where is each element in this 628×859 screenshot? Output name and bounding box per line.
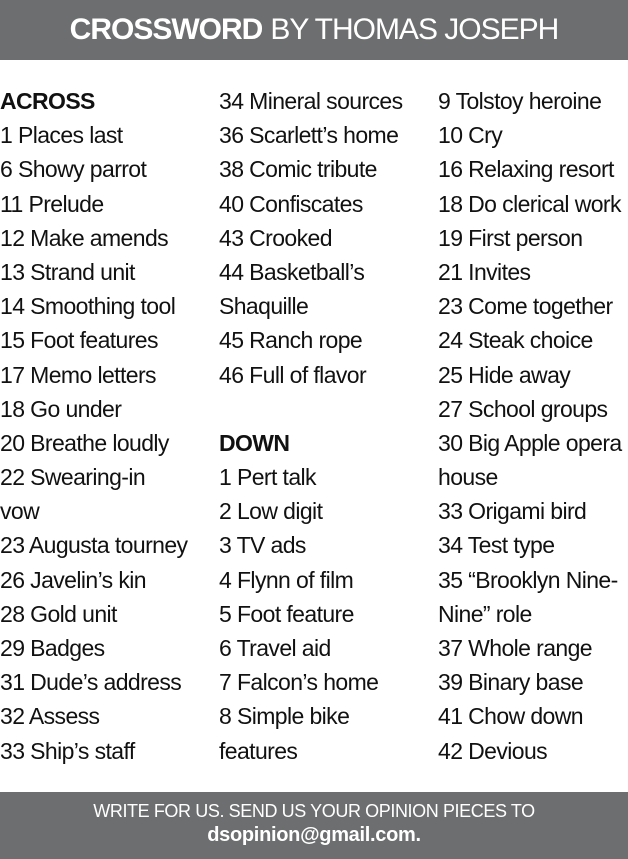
clue-line: 4 Flynn of film	[219, 566, 354, 593]
clue-line: 18 Do clerical work	[438, 190, 621, 217]
footer-invite-text: WRITE FOR US. SEND US YOUR OPINION PIECES TO	[93, 801, 535, 821]
clue-line: 5 Foot feature	[219, 600, 354, 627]
clue-line: 8 Simple bike	[219, 703, 350, 730]
header-title-bold: CROSSWORD	[69, 13, 263, 46]
across-heading: ACROSS	[0, 88, 95, 114]
clue-line: 41 Chow down	[438, 703, 583, 730]
clue-line: 3 TV ads	[219, 532, 306, 559]
clue-line: 25 Hide away	[438, 361, 571, 388]
clue-line: features	[219, 737, 298, 764]
clue-line: 34 Test type	[438, 532, 555, 559]
clue-column-1	[0, 84, 212, 768]
clue-line: 6 Travel aid	[219, 635, 331, 661]
footer-email[interactable]: dsopinion@gmail.com.	[207, 824, 421, 846]
clue-line: 9 Tolstoy heroine	[438, 88, 602, 114]
clue-line: 37 Whole range	[438, 635, 592, 661]
clue-line: 44 Basketball’s	[219, 258, 365, 285]
clue-line: 39 Binary base	[438, 669, 584, 696]
across-clue-list-1	[0, 118, 212, 768]
clue-line: 18 Go under	[0, 395, 122, 422]
page-footer	[0, 792, 628, 859]
clue-line: 24 Steak choice	[438, 327, 593, 354]
clue-line: 1 Pert talk	[219, 464, 316, 491]
clue-line: 23 Augusta tourney	[0, 532, 188, 559]
clue-line: 32 Assess	[0, 703, 100, 730]
clue-line: 36 Scarlett’s home	[219, 122, 399, 149]
clue-line: Nine” role	[438, 600, 532, 627]
clue-line: 19 First person	[438, 224, 583, 251]
clue-line: 13 Strand unit	[0, 258, 135, 285]
clue-line: 2 Low digit	[219, 498, 323, 525]
clue-line: 20 Breathe loudly	[0, 429, 169, 456]
down-clue-list-1	[219, 460, 431, 768]
clue-line: 21 Invites	[438, 258, 531, 285]
clue-line: 16 Relaxing resort	[438, 156, 614, 183]
header-title-byline: BY THOMAS JOSEPH	[270, 13, 559, 46]
clue-line: 33 Ship’s staff	[0, 737, 135, 764]
clue-line: 1 Places last	[0, 122, 123, 149]
clue-column-2	[219, 84, 431, 768]
clue-line: 33 Origami bird	[438, 498, 587, 525]
clue-line: 38 Comic tribute	[219, 156, 377, 183]
down-clue-list-2	[438, 84, 628, 768]
clue-line: vow	[0, 498, 40, 525]
clue-line: 11 Prelude	[0, 190, 104, 217]
down-heading: DOWN	[219, 429, 290, 456]
clue-line: 10 Cry	[438, 122, 503, 149]
clue-line: 31 Dude’s address	[0, 669, 182, 696]
clue-line: 29 Badges	[0, 635, 105, 661]
page-header	[0, 0, 628, 60]
clue-line: 15 Foot features	[0, 327, 158, 354]
clue-line: 40 Confiscates	[219, 190, 363, 217]
clue-line: 45 Ranch rope	[219, 327, 363, 354]
section-spacer	[219, 392, 431, 426]
clue-line: 26 Javelin’s kin	[0, 566, 146, 593]
clue-line: 42 Devious	[438, 737, 548, 764]
clue-line: 7 Falcon’s home	[219, 669, 379, 696]
clue-line: 28 Gold unit	[0, 600, 117, 627]
clue-line: Shaquille	[219, 293, 309, 320]
across-clue-list-2	[219, 84, 431, 392]
clue-line: 43 Crooked	[219, 224, 332, 251]
clue-line: 14 Smoothing tool	[0, 293, 176, 320]
clue-line: 6 Showy parrot	[0, 156, 147, 183]
clue-line: 35 “Brooklyn Nine-	[438, 566, 618, 593]
clue-line: 30 Big Apple opera	[438, 429, 622, 456]
clue-line: 12 Make amends	[0, 224, 169, 251]
clue-line: 34 Mineral sources	[219, 88, 403, 114]
clue-line: 17 Memo letters	[0, 361, 156, 388]
clue-line: 46 Full of flavor	[219, 361, 367, 388]
clue-line: 22 Swearing-in	[0, 464, 146, 491]
clue-column-3	[438, 84, 628, 768]
clue-line: 27 School groups	[438, 395, 608, 422]
clue-line: 23 Come together	[438, 293, 613, 320]
clue-line: house	[438, 464, 498, 491]
